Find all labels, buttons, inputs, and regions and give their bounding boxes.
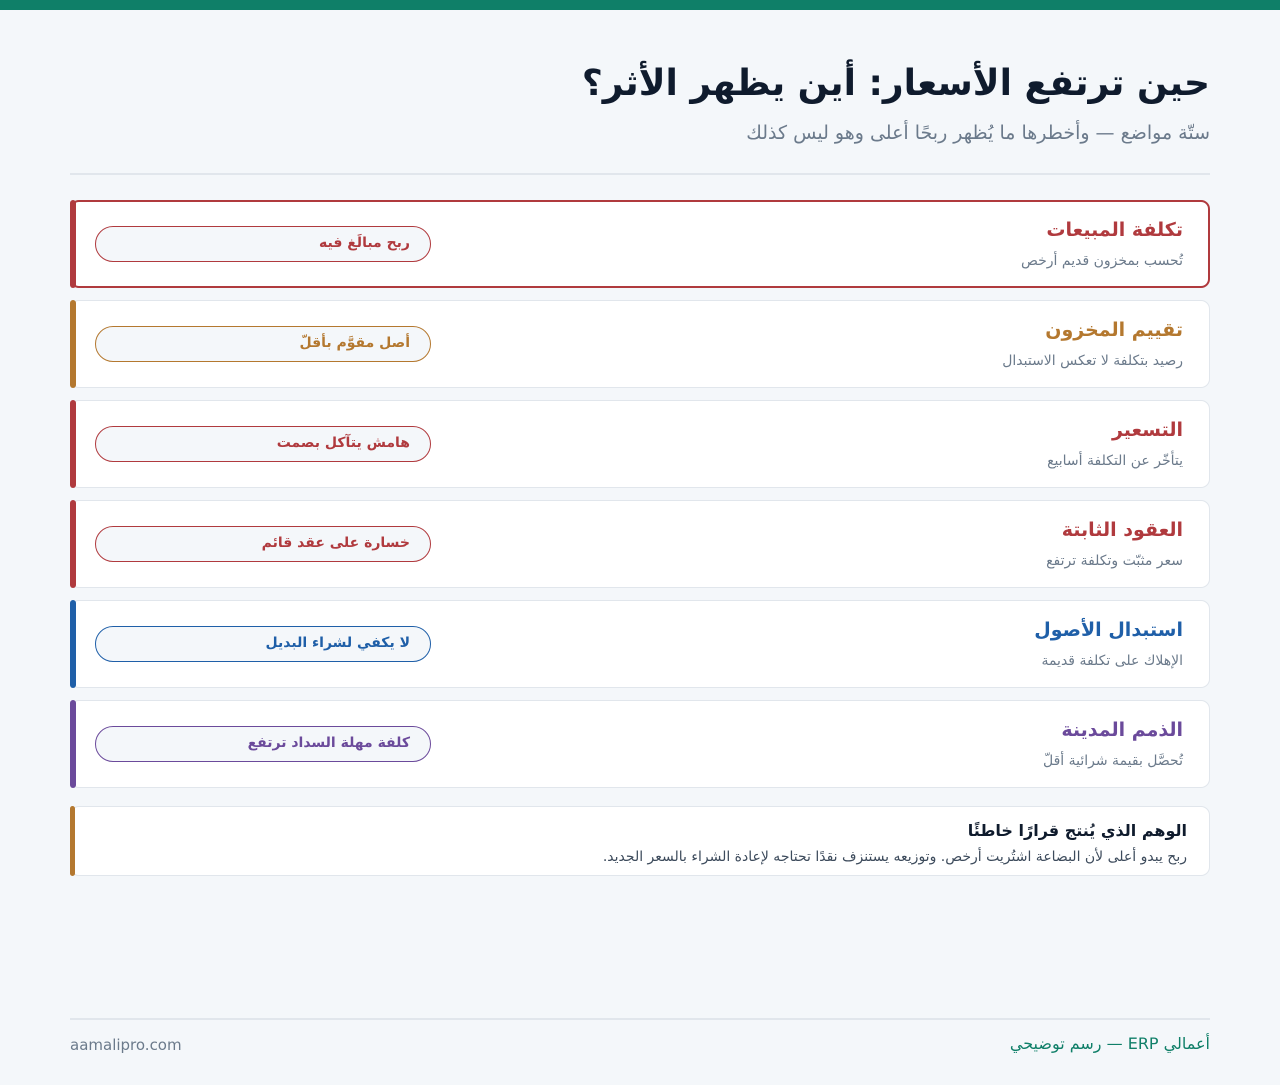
warning-callout [70,806,1210,876]
effect-card [70,300,1210,388]
effect-description: سعر مثبّت وتكلفة ترتفع [1046,553,1183,569]
page-title: حين ترتفع الأسعار: أين يظهر الأثر؟ [581,63,1210,104]
effect-tag: خسارة على عقد قائم [95,526,431,562]
effect-card [70,200,1210,288]
top-accent-bar [0,0,1280,10]
page-header [70,58,1210,146]
effect-title: التسعير [1111,419,1183,441]
effect-title: تكلفة المبيعات [1046,219,1183,241]
effect-title: العقود الثابتة [1061,519,1183,541]
effect-title: الذمم المدينة [1061,719,1183,741]
card-accent-edge [70,700,76,788]
effect-card [70,400,1210,488]
footer-divider [70,1018,1210,1020]
effect-title: تقييم المخزون [1045,319,1183,341]
footer-brand: أعمالي ERP — رسم توضيحي [1009,1034,1210,1053]
effect-card [70,700,1210,788]
callout-title: الوهم الذي يُنتج قرارًا خاطئًا [967,821,1187,840]
header-divider [70,173,1210,175]
effect-tag: كلفة مهلة السداد ترتفع [95,726,431,762]
effect-tag: هامش يتآكل بصمت [95,426,431,462]
card-accent-edge [70,200,76,288]
footer-site-link[interactable]: aamalipro.com [70,1036,182,1054]
card-accent-edge [70,600,76,688]
effect-title: استبدال الأصول [1034,619,1183,641]
effect-tag: لا يكفي لشراء البديل [95,626,431,662]
effects-list [70,200,1210,800]
callout-text: ربح يبدو أعلى لأن البضاعة اشتُريت أرخص. وتوزيعه يستنزف نقدًا تحتاجه لإعادة الشراء بالسعر الجديد. [602,849,1187,865]
effect-tag: ربح مبالَغ فيه [95,226,431,262]
callout-accent-edge [70,806,75,876]
card-accent-edge [70,500,76,588]
effect-description: الإهلاك على تكلفة قديمة [1041,653,1183,669]
effect-description: يتأخّر عن التكلفة أسابيع [1047,453,1183,469]
page-subtitle: ستّة مواضع — وأخطرها ما يُظهر ربحًا أعلى وهو ليس كذلك [746,122,1210,144]
effect-description: تُحسب بمخزون قديم أرخص [1020,253,1183,269]
card-accent-edge [70,400,76,488]
card-accent-edge [70,300,76,388]
effect-card [70,600,1210,688]
effect-tag: أصل مقوَّم بأقلّ [95,326,431,362]
effect-description: رصيد بتكلفة لا تعكس الاستبدال [1002,353,1183,369]
effect-card [70,500,1210,588]
effect-description: تُحصَّل بقيمة شرائية أقلّ [1043,753,1183,769]
